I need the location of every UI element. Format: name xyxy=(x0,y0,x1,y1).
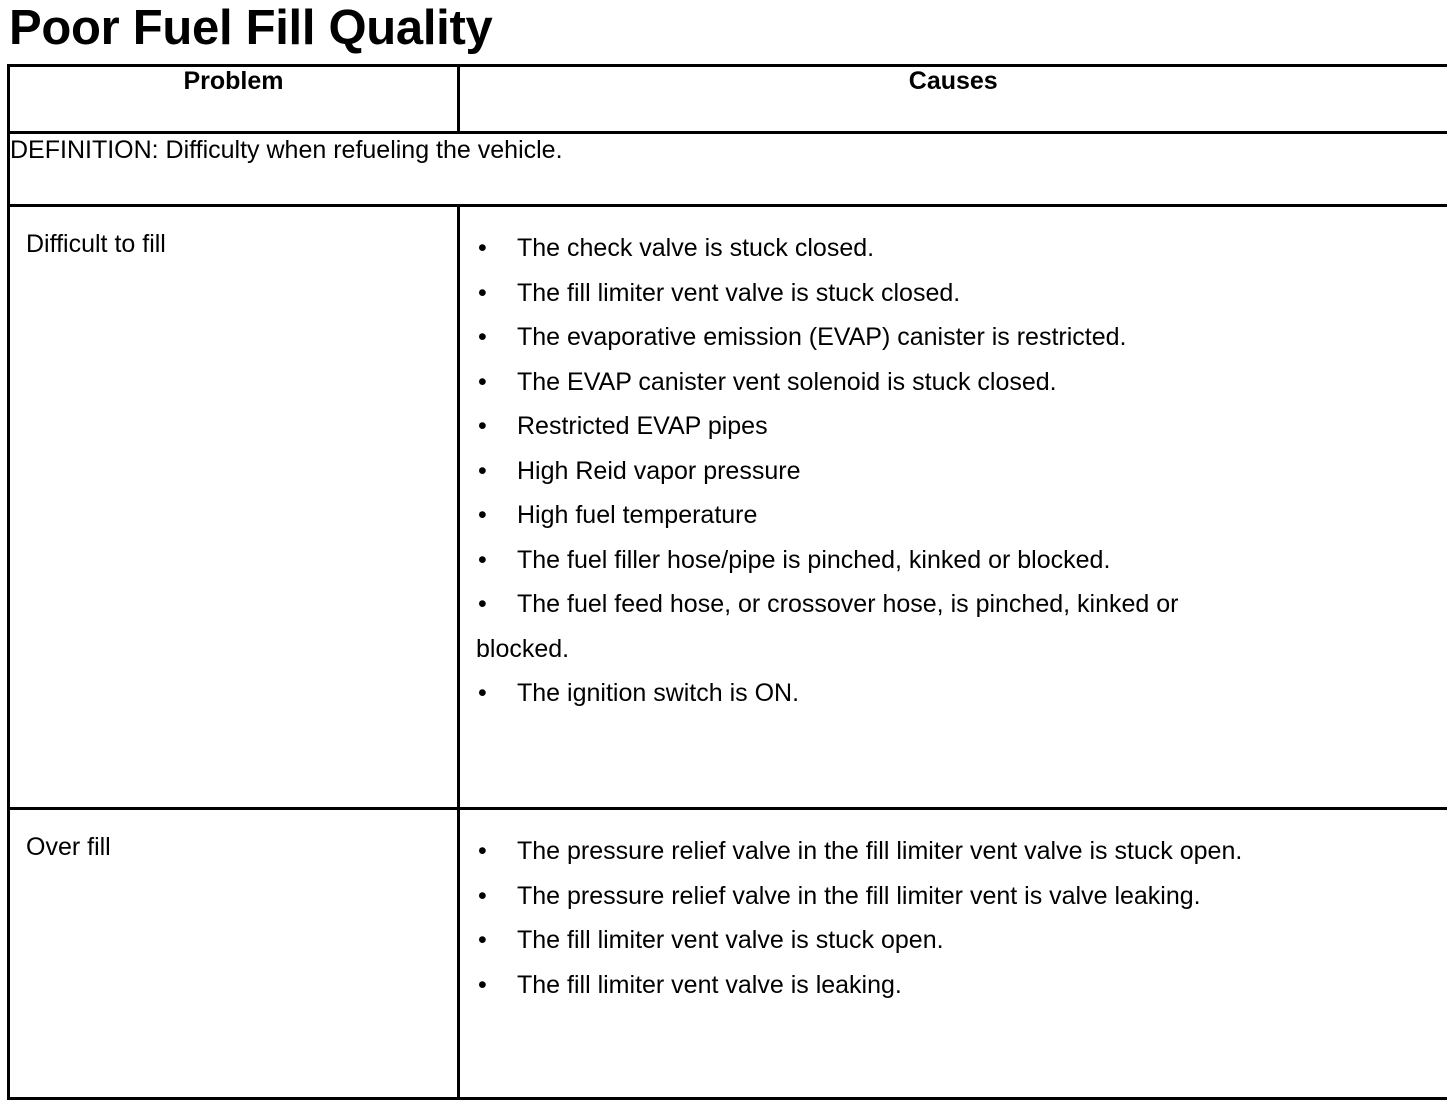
cause-item xyxy=(476,671,1447,716)
causes-cell xyxy=(459,206,1447,809)
causes-cell xyxy=(459,809,1447,1099)
bullet-icon: • xyxy=(478,367,487,396)
cause-item xyxy=(476,874,1447,919)
cause-text: The EVAP canister vent solenoid is stuck closed. xyxy=(517,367,1057,396)
cause-text: The evaporative emission (EVAP) canister is restricted. xyxy=(517,323,1127,351)
cause-text: The pressure relief valve in the fill limiter vent is valve leaking. xyxy=(517,881,1201,910)
cause-text: Restricted EVAP pipes xyxy=(517,412,768,440)
cause-list xyxy=(476,829,1447,1007)
cause-item xyxy=(476,538,1447,583)
bullet-icon: • xyxy=(478,590,487,618)
definition-text: DEFINITION: Difficulty when refueling the vehicle. xyxy=(9,133,1447,206)
cause-text: The fill limiter vent valve is stuck closed. xyxy=(517,278,961,307)
cause-item xyxy=(476,271,1447,316)
bullet-icon: • xyxy=(478,881,487,910)
bullet-icon: • xyxy=(478,278,487,307)
cause-text: The fill limiter vent valve is leaking. xyxy=(517,970,902,999)
cause-text: High Reid vapor pressure xyxy=(517,456,801,485)
header-problem: Problem xyxy=(9,66,459,133)
bullet-icon: • xyxy=(478,501,487,529)
cause-text: The fuel filler hose/pipe is pinched, kinked or blocked. xyxy=(517,545,1111,574)
cause-item xyxy=(476,493,1447,538)
symptom-table xyxy=(7,64,1447,1100)
page-title: Poor Fuel Fill Quality xyxy=(9,1,493,55)
bullet-icon: • xyxy=(478,970,487,999)
cause-item xyxy=(476,315,1447,360)
problem-cell: Difficult to fill xyxy=(9,206,459,809)
header-causes: Causes xyxy=(459,66,1447,133)
cause-text: The fuel feed hose, or crossover hose, is pinched, kinked or blocked. xyxy=(476,590,1179,663)
cause-item xyxy=(476,360,1447,405)
cause-item xyxy=(476,449,1447,494)
definition-row xyxy=(9,133,1447,206)
bullet-icon: • xyxy=(478,323,487,351)
problem-cell: Over fill xyxy=(9,809,459,1099)
bullet-icon: • xyxy=(478,545,487,574)
table-row xyxy=(9,809,1447,1099)
table-header-row xyxy=(9,66,1447,133)
cause-text: The fill limiter vent valve is stuck open. xyxy=(517,926,944,954)
cause-text: The ignition switch is ON. xyxy=(517,679,800,707)
cause-text: The check valve is stuck closed. xyxy=(517,234,875,262)
bullet-icon: • xyxy=(478,926,487,954)
table-row xyxy=(9,206,1447,809)
bullet-icon: • xyxy=(478,234,487,262)
cause-item xyxy=(476,918,1447,963)
cause-item xyxy=(476,582,1276,671)
bullet-icon: • xyxy=(478,837,487,865)
cause-text: High fuel temperature xyxy=(517,501,758,529)
bullet-icon: • xyxy=(478,456,487,485)
cause-item xyxy=(476,829,1447,874)
cause-item xyxy=(476,963,1447,1008)
cause-item xyxy=(476,226,1447,271)
cause-text: The pressure relief valve in the fill limiter vent valve is stuck open. xyxy=(517,837,1243,865)
bullet-icon: • xyxy=(478,679,487,707)
cause-list xyxy=(476,226,1447,716)
bullet-icon: • xyxy=(478,412,487,440)
cause-item xyxy=(476,404,1447,449)
